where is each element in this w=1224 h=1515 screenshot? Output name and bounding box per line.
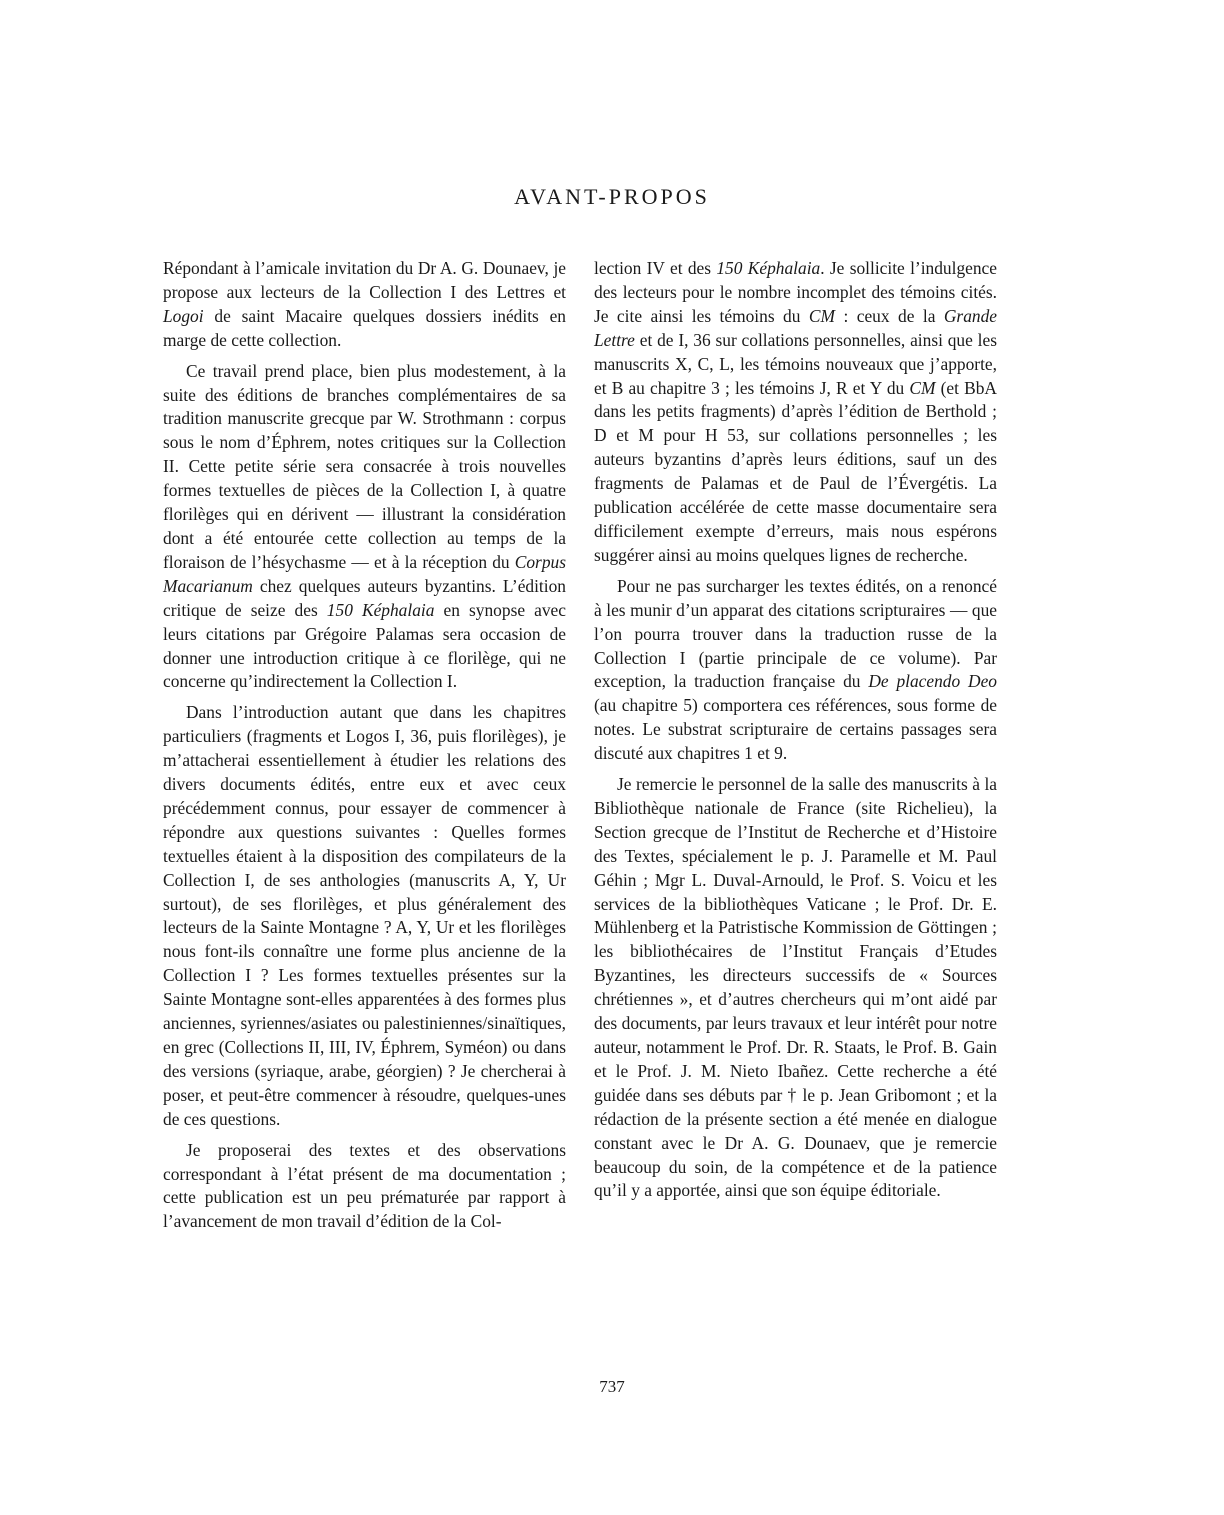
paragraph-invitation: Répondant à l’amicale invitation du Dr A. G. Dounaev, je propose aux lecteurs de la Collection I des Lettres et Logoi de saint Macaire quelques dossiers inédits en marge de cette collection.	[163, 258, 566, 350]
paragraph-collection-iv: lection IV et des 150 Képhalaia. Je sollicite l’indulgence des lecteurs pour le nombre incomplet des témoins cités. Je cite ainsi les témoins du CM : ceux de la Grande Lettre et de I, 36 sur collations personnelles, ainsi que les manuscrits X, C, L, les témoins nouveaux que j’apporte, et B au chapitre 3 ; les témoins J, R et Y du CM (et BbA dans les petits fragments) d’après l’édition de Berthold ; D et M pour H 53, sur collations personnelles ; les auteurs byzantins d’après leurs éditions, sauf un des fragments de Palamas et de Paul de l’Évergétis. La publication accélérée de cette masse documentaire sera difficilement exempte d’erreurs, mais nous espérons suggérer ainsi au moins quelques lignes de recherche.	[594, 258, 998, 565]
paragraph-textes: Je proposerai des textes et des observations correspondant à l’état présent de ma documentation ; cette publication est un peu prématurée par rapport à l’avancement de mon travail d’édition de la Col-	[163, 1139, 566, 1232]
left-column	[163, 257, 566, 1241]
right-column	[594, 257, 997, 1210]
paragraph-introduction: Dans l’introduction autant que dans les chapitres particuliers (fragments et Logos I, 36, puis florilèges), je m’attacherai essentiellement à étudier les relations des divers documents édités, entre eux et avec ceux précédemment connus, pour essayer de commencer à répondre aux questions suivantes : Quelles formes textuelles étaient à la disposition des compilateurs de la Collection I, de ses anthologies (manuscrits A, Y, Ur surtout), de ses florilèges, et plus généralement des lecteurs de la Sainte Montagne ? A, Y, Ur et les florilèges nous font-ils connaître une forme plus ancienne de la Collection I ? Les formes textuelles présentes sur la Sainte Montagne sont-elles apparentées à des formes plus anciennes, syriennes/asiates ou palestiniennes/sinaïtiques, en grec (Collections II, III, IV, Éphrem, Syméon) ou dans des versions (syriaque, arabe, géorgien) ? Je chercherai à poser, et peut-être commencer à résoudre, quelques-unes de ces questions.	[163, 702, 566, 1129]
paragraph-remerciements: Je remercie le personnel de la salle des manuscrits à la Bibliothèque nationale de France (site Richelieu), la Section grecque de l’Institut de Recherche et d’Histoire des Textes, spécialement le p. J. Paramelle et M. Paul Géhin ; Mgr L. Duval-Arnould, le Prof. S. Voicu et les services de la bibliothèques Vaticane ; le Prof. Dr. E. Mühlenberg et la Patristische Kommission de Göttingen ; les bibliothécaires de l’Institut Français d’Etudes Byzantines, les directeurs successifs de « Sources chrétiennes », et d’autres chercheurs qui m’ont aidé par des documents, par leurs travaux et leur intérêt pour notre auteur, notamment le Prof. Dr. R. Staats, le Prof. B. Gain et le Prof. J. M. Nieto Ibañez. Cette recherche a été guidée dans ses débuts par † le p. Jean Gribomont ; et la rédaction de la présente section a été menée en dialogue constant avec le Dr A. G. Dounaev, que je remercie beaucoup du soin, de la compétence et de la patience qu’il y a apportée, ainsi que son équipe éditoriale.	[594, 774, 997, 1201]
page-title: AVANT-PROPOS	[514, 184, 710, 209]
paragraph-surcharger: Pour ne pas surcharger les textes édités, on a renoncé à les munir d’un apparat des citations scripturaires — que l’on pourra trouver dans la traduction russe de la Collection I (partie principale de ce volume). Par exception, la traduction française du De placendo Deo (au chapitre 5) comportera ces références, sous forme de notes. Le substrat scripturaire de certains passages sera discuté aux chapitres 1 et 9.	[594, 575, 997, 764]
paragraph-travail: Ce travail prend place, bien plus modestement, à la suite des éditions de branches complémentaires de sa tradition manuscrite grecque par W. Strothmann : corpus sous le nom d’Éphrem, notes critiques sur la Collection II. Cette petite série sera consacrée à trois nouvelles formes textuelles de pièces de la Collection I, à quatre florilèges qui en dérivent — illustrant la considération dont a été entourée cette collection au temps de la floraison de l’hésychasme — et à la réception du Corpus Macarianum chez quelques auteurs byzantins. L’édition critique de seize des 150 Képhalaia en synopse avec leurs citations par Grégoire Palamas sera occasion de donner une introduction critique à ce florilège, qui ne concerne qu’indirectement la Collection I.	[163, 360, 566, 692]
page-number: 737	[599, 1377, 625, 1396]
